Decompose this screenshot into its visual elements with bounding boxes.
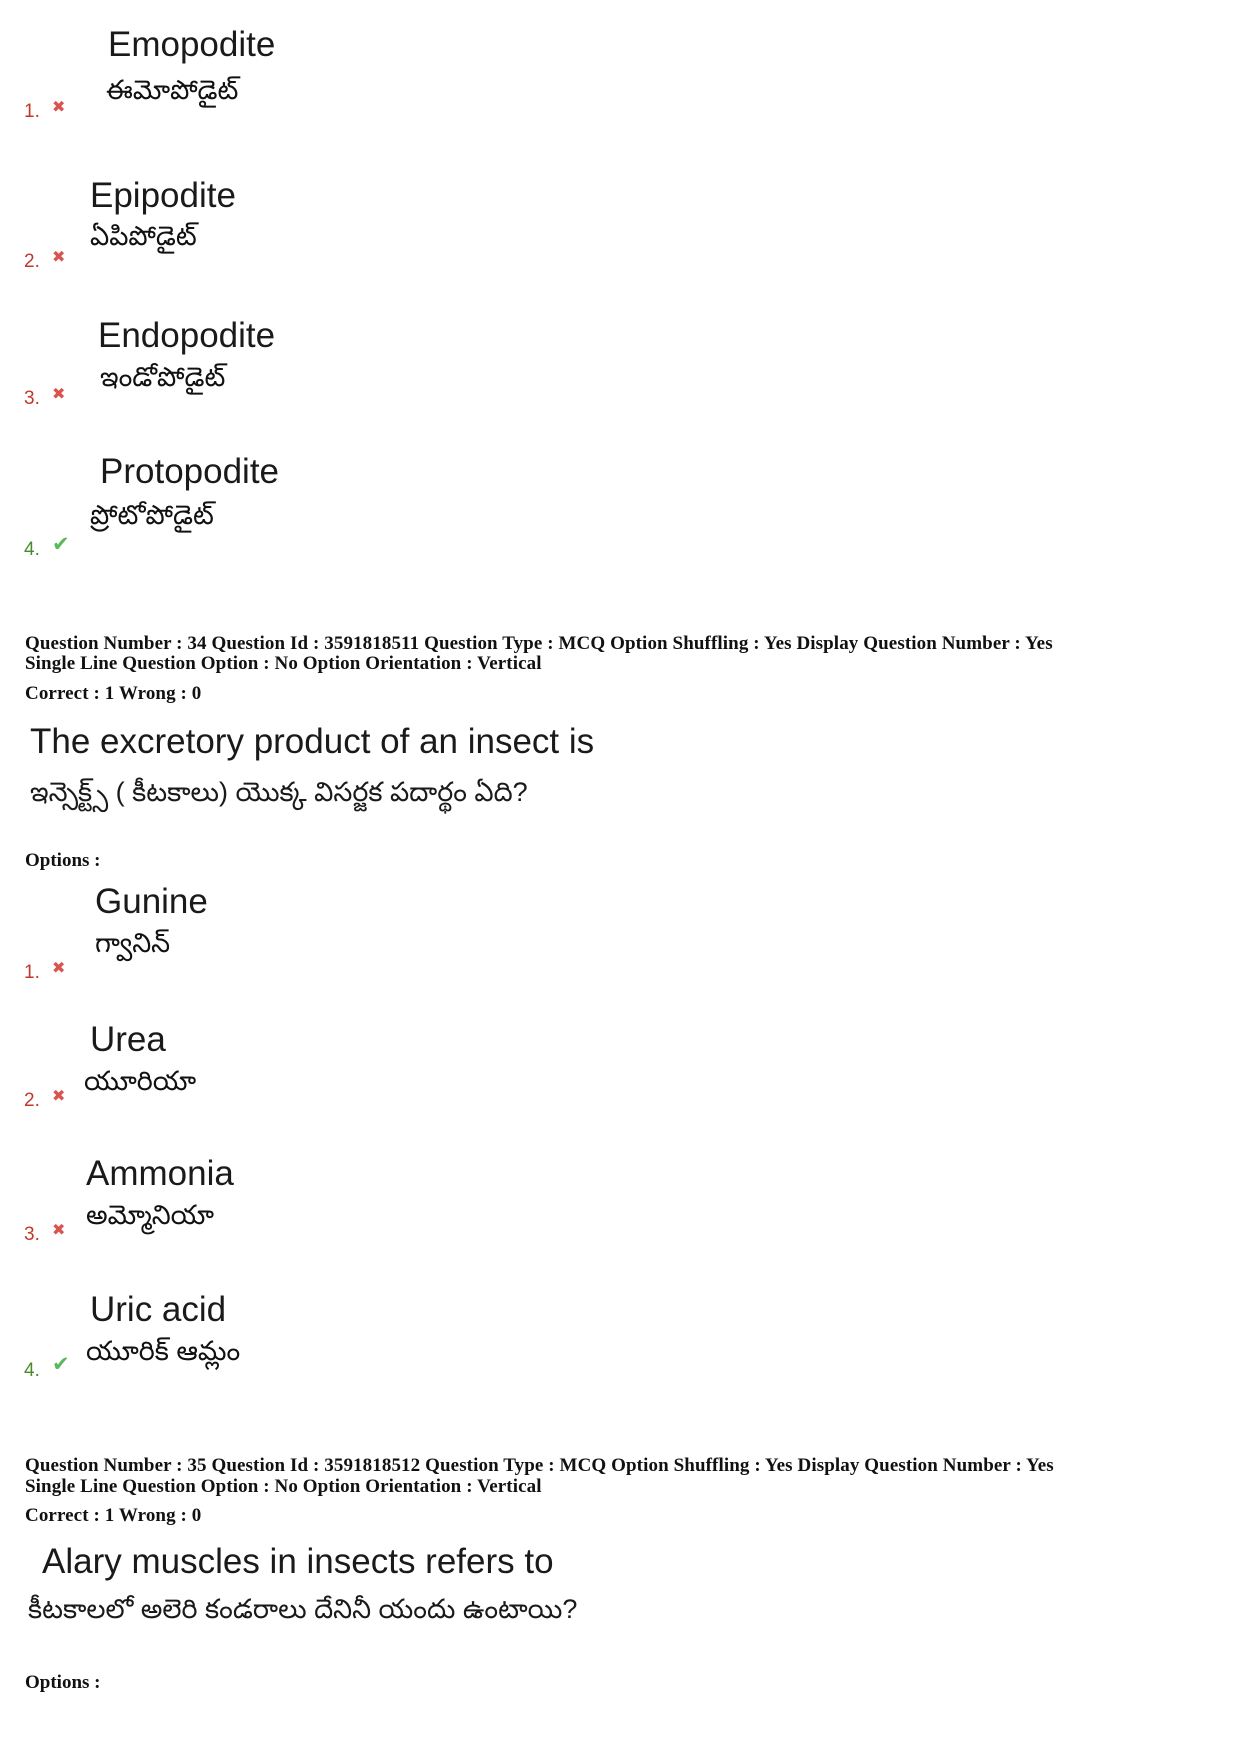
check-mark-icon: ✔: [52, 532, 70, 556]
option-telugu-text: ఏపిపోడైట్: [90, 221, 197, 251]
option-telugu-text: గ్వానిన్: [95, 928, 171, 958]
wrong-mark-icon: ✖: [52, 97, 66, 116]
wrong-mark-icon: ✖: [52, 958, 66, 977]
question-text-telugu: కీటకాలలో అలెరి కండరాలు దేనినీ యందు ఉంటాయి?: [28, 1594, 578, 1624]
option-english-text: Urea: [90, 1020, 166, 1059]
option-number: 1.: [24, 101, 40, 122]
question-marks: Correct : 1 Wrong : 0: [25, 683, 202, 704]
wrong-mark-icon: ✖: [52, 1086, 66, 1105]
question-text-english: Alary muscles in insects refers to: [42, 1542, 554, 1581]
question-text-english: The excretory product of an insect is: [30, 722, 595, 761]
option-number: 4.: [24, 539, 40, 560]
question-meta-line1: Question Number : 35 Question Id : 3591818512 Question Type : MCQ Option Shuffling : Yes Display Question Number : Yes: [25, 1455, 1054, 1476]
option-english-text: Gunine: [95, 882, 208, 921]
option-english-text: Uric acid: [90, 1290, 227, 1329]
question-meta-line1: Question Number : 34 Question Id : 3591818511 Question Type : MCQ Option Shuffling : Yes Display Question Number : Yes: [25, 633, 1053, 654]
check-mark-icon: ✔: [52, 1352, 70, 1376]
option-telugu-text: ఈమోపోడైట్: [106, 75, 239, 105]
option-telugu-text: యూరియా: [84, 1066, 197, 1096]
wrong-mark-icon: ✖: [52, 384, 66, 403]
option-number: 3.: [24, 1224, 40, 1245]
option-telugu-text: ఇండోపోడైట్: [100, 362, 226, 392]
option-telugu-text: ప్రోటోపోడైట్: [90, 500, 214, 530]
option-number: 2.: [24, 1090, 40, 1111]
question-meta-line2: Single Line Question Option : No Option Orientation : Vertical: [25, 1476, 542, 1497]
option-english-text: Endopodite: [98, 316, 276, 355]
question-meta-line2: Single Line Question Option : No Option Orientation : Vertical: [25, 653, 542, 674]
wrong-mark-icon: ✖: [52, 1220, 66, 1239]
option-number: 3.: [24, 388, 40, 409]
options-label: Options :: [25, 1672, 101, 1693]
question-marks: Correct : 1 Wrong : 0: [25, 1505, 202, 1526]
option-english-text: Epipodite: [90, 176, 236, 215]
option-telugu-text: యూరిక్ ఆమ్లం: [86, 1336, 241, 1366]
option-english-text: Ammonia: [86, 1154, 234, 1193]
option-english-text: Protopodite: [100, 452, 280, 491]
option-number: 4.: [24, 1360, 40, 1381]
option-english-text: Emopodite: [108, 25, 276, 64]
option-number: 1.: [24, 962, 40, 983]
question-text-telugu: ఇన్సెక్ట్స్ ( కీటకాలు) యొక్క విసర్జక పదార్థం ఏది?: [30, 777, 528, 807]
options-label: Options :: [25, 850, 101, 871]
option-telugu-text: అమ్మోనియా: [86, 1200, 215, 1230]
option-number: 2.: [24, 251, 40, 272]
wrong-mark-icon: ✖: [52, 247, 66, 266]
